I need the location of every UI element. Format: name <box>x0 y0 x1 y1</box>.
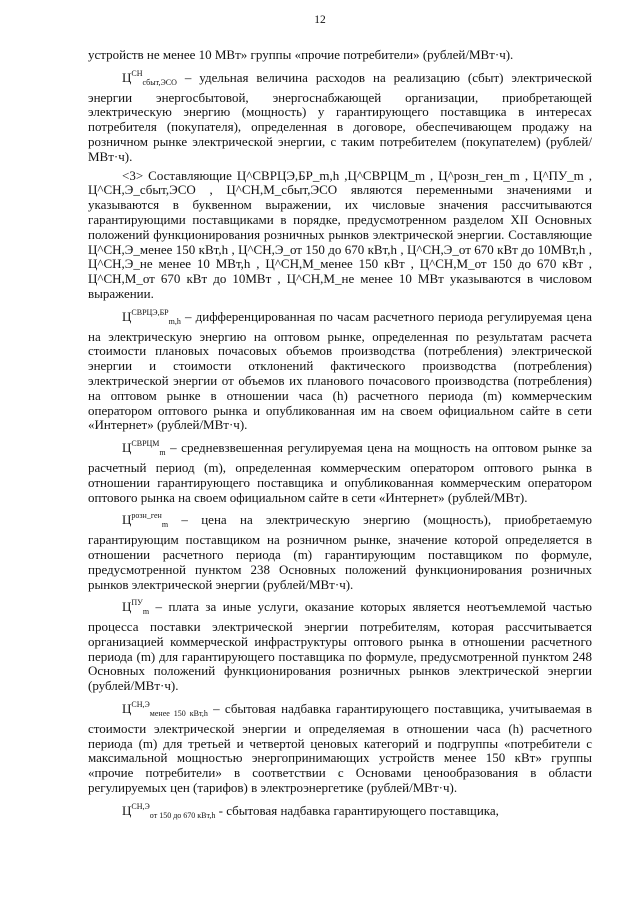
page-number: 12 <box>314 14 326 26</box>
formula-symbol: $Ц^{СН,Э}_{менее 150 кВт,h}$ <box>122 700 208 719</box>
paragraph-svrtsm: $Ц^{СВРЦМ}_m$ – средневзвешенная регулируемая цена на мощность на оптовом рынке за расчетный период (m), определенная коммерческим оператором оптового рынка в отношении гарантирующего поставщика и опубликованная коммерческим оператором оптового рынка на своем официальном сайте в сети «Интернет» (рублей/МВт). <box>88 439 592 505</box>
paragraph-cn-sbyt-eso: $Ц^{СН}_{сбыт,ЭСО}$ – удельная величина расходов на реализацию (сбыт) электрической энергии энергосбытовой, энергоснабжающей организации, приобретающей электрическую энергию (мощность) у гарантирующего поставщика в интересах потребителя (покупателя), определенная в договоре, обеспечивающем продажу на розничном рынке электрической энергии, с таким потребителем (покупателем) (рублей/МВт·ч). <box>88 68 592 164</box>
formula-symbol: $Ц^{СВРЦМ}_m$ <box>122 439 166 458</box>
paragraph-rozn-gen: $Ц^{розн\_ген}_m$ – цена на электрическую энергию (мощность), приобретаемую гарантирующим поставщиком на розничном рынке, значение которой определяется в отношении расчетного периода (m) гарантирующим поставщиком по формуле, предусмотренной пунктом 238 Основных положений функционирования розничных рынков электрической энергии (рублей/МВт·ч). <box>88 511 592 592</box>
paragraph-sn-e-less-150: $Ц^{СН,Э}_{менее 150 кВт,h}$ – сбытовая надбавка гарантирующего поставщика, учитываемая в стоимости электрической энергии и определяемая в отношении часа (h) расчетного периода (m) для третьей и четвертой ценовых категорий и подгруппы «потребители с максимальной мощностью энергопринимающих устройств менее 150 кВт» группы «прочие потребители» в соответствии с Основами ценообразования в области регулируемых цен (тарифов) в электроэнергетике (рублей/МВт·ч). <box>88 700 592 796</box>
paragraph-note-3: <3> Составляющие Ц^СВРЦЭ,БР_m,h ,Ц^СВРЦМ_m , Ц^розн_ген_m , Ц^ПУ_m , Ц^СН,Э_сбыт,ЭСО , Ц^СН,М_сбыт,ЭСО являются переменными значениями и указываются в буквенном выражении, их числовые значения рассчитываются гарантирующими поставщиками в порядке, предусмотренном разделом XII Основных положений функционирования розничных рынков электрической энергии. Составляющие Ц^СН,Э_менее 150 кВт,h , Ц^СН,Э_от 150 до 670 кВт,h , Ц^СН,Э_от 670 кВт до 10МВт,h , Ц^СН,Э_не менее 10 МВт,h , Ц^СН,М_менее 150 кВт , Ц^СН,М_от 150 до 670 кВт , Ц^СН,М_от 670 кВт до 10МВт , Ц^СН,М_не менее 10 МВт указываются в числовом выражении. <box>88 167 592 301</box>
document-body <box>88 48 592 828</box>
formula-symbol: $Ц^{СН}_{сбыт,ЭСО}$ <box>122 68 177 87</box>
formula-symbol: $Ц^{розн\_ген}_m$ <box>122 511 169 530</box>
formula-symbol: $Ц^{СН,Э}_{от 150 до 670 кВт,h}$ <box>122 801 216 820</box>
paragraph-pu: $Ц^{ПУ}_m$ – плата за иные услуги, оказание которых является неотъемлемой частью процесса поставки электрической энергии потребителям, которая рассчитывается организацией коммерческой инфраструктуры оптового рынка в отношении расчетного периода (m) для гарантирующего поставщика по формуле, предусмотренной пунктом 248 Основных положений функционирования розничных рынков электрической энергии (рублей/МВт·ч). <box>88 598 592 694</box>
paragraph-svrtse-br: $Ц^{СВРЦЭ,БР}_{m,h}$ – дифференцированная по часам расчетного периода регулируемая цена на электрическую энергию на оптовом рынке, определенная по результатам расчета стоимости плановых почасовых объемов производства (потребления) электрической энергии и стоимости отклонений фактического производства (потребления) электрической энергии от объемов их планового почасового производства (потребления) на оптовом рынке в отношении часа (h) расчетного периода (m) коммерческим оператором оптового рынка и опубликованная им на своем официальном сайте в сети «Интернет» (рублей/МВт·ч). <box>88 307 592 433</box>
paragraph-continuation: устройств не менее 10 МВт» группы «прочие потребители» (рублей/МВт·ч). <box>88 47 514 62</box>
formula-symbol: $Ц^{СВРЦЭ,БР}_{m,h}$ <box>122 307 181 326</box>
formula-symbol: $Ц^{ПУ}_m$ <box>122 598 150 617</box>
paragraph-sn-e-150-670: $Ц^{СН,Э}_{от 150 до 670 кВт,h}$ - сбытовая надбавка гарантирующего поставщика, <box>122 801 499 820</box>
